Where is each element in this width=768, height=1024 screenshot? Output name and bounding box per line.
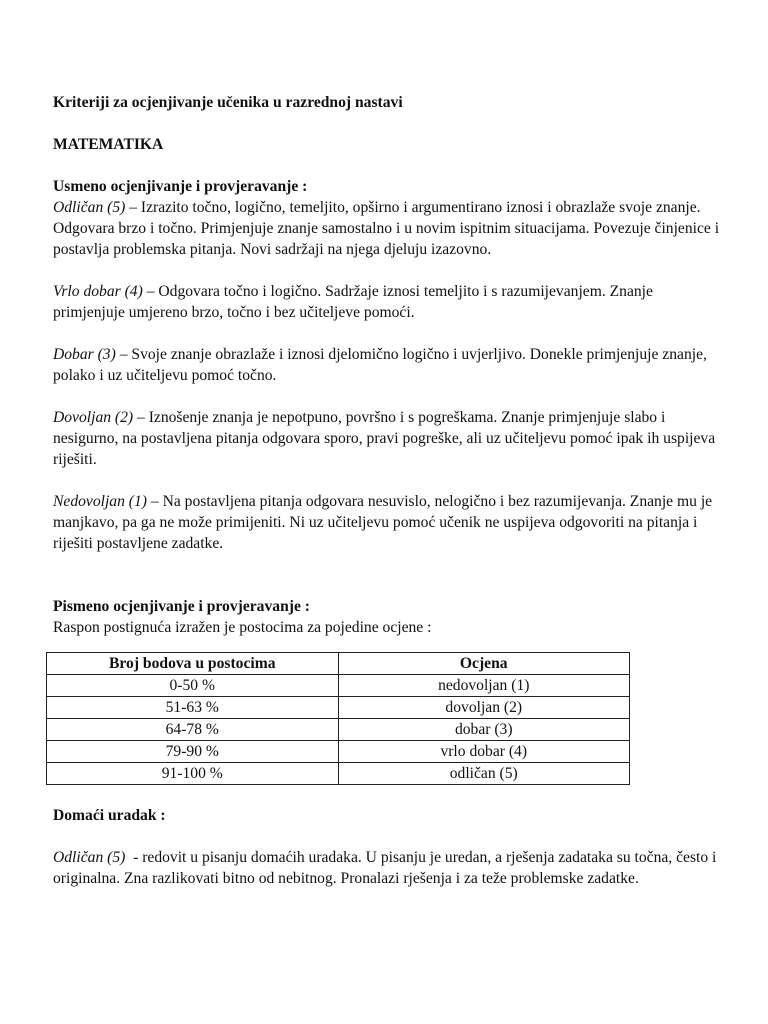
written-assessment-heading: Pismeno ocjenjivanje i provjeravanje : — [53, 598, 310, 615]
grade-label: Dovoljan (2) — [53, 409, 134, 426]
document-title: Kriteriji za ocjenjivanje učenika u razrednoj nastavi — [53, 94, 403, 111]
grading-scale-table — [46, 652, 630, 785]
grade-description: – Odgovara točno i logično. Sadržaje iznosi temeljito i s razumijevanjem. Znanje primjenjuje umjereno brzo, točno i bez učiteljeve pomoći. — [53, 283, 653, 321]
oral-grade-item — [53, 407, 728, 470]
oral-grade-item — [53, 281, 728, 323]
column-header-grade: Ocjena — [338, 653, 630, 675]
grade-cell: odličan (5) — [338, 763, 630, 785]
grade-cell: vrlo dobar (4) — [338, 741, 630, 763]
column-header-points: Broj bodova u postocima — [47, 653, 339, 675]
homework-grade-item — [53, 847, 728, 889]
grade-cell: dovoljan (2) — [338, 697, 630, 719]
points-cell: 64-78 % — [47, 719, 339, 741]
subject-heading: MATEMATIKA — [53, 136, 164, 153]
grade-cell: nedovoljan (1) — [338, 675, 630, 697]
table-row — [47, 763, 630, 785]
table-row — [47, 719, 630, 741]
oral-grade-item — [53, 491, 728, 554]
grade-label: Odličan (5) — [53, 849, 126, 866]
grade-cell: dobar (3) — [338, 719, 630, 741]
table-header-row — [47, 653, 630, 675]
points-cell: 91-100 % — [47, 763, 339, 785]
table-row — [47, 697, 630, 719]
points-cell: 0-50 % — [47, 675, 339, 697]
oral-grade-list — [53, 197, 728, 554]
oral-assessment-heading: Usmeno ocjenjivanje i provjeravanje : — [53, 178, 308, 195]
homework-heading: Domaći uradak : — [53, 807, 166, 824]
grade-label: Odličan (5) — [53, 199, 126, 216]
grade-label: Nedovoljan (1) — [53, 493, 147, 510]
grade-label: Vrlo dobar (4) — [53, 283, 143, 300]
written-assessment-intro: Raspon postignuća izražen je postocima za pojedine ocjene : — [53, 619, 432, 636]
table-row — [47, 675, 630, 697]
grade-description: – Na postavljena pitanja odgovara nesuvislo, nelogično i bez razumijevanja. Znanje mu je manjkavo, pa ga ne može primijeniti. Ni uz učiteljevu pomoć učenik ne uspijeva odgovoriti na pitanja i riješiti postavljene zadatke. — [53, 493, 713, 552]
points-cell: 51-63 % — [47, 697, 339, 719]
oral-grade-item — [53, 344, 728, 386]
grade-description: – Svoje znanje obrazlaže i iznosi djelomično logično i uvjerljivo. Donekle primjenjuje znanje, polako i uz učiteljevu pomoć točno. — [53, 346, 707, 384]
grade-description: – Iznošenje znanja je nepotpuno, površno i s pogreškama. Znanje primjenjuje slabo i nesigurno, na postavljena pitanja odgovara sporo, pravi pogreške, ali uz učiteljevu pomoć ipak ih uspijeva riješiti. — [53, 409, 716, 468]
grade-description: – Izrazito točno, logično, temeljito, opširno i argumentirano iznosi i obrazlaže svoje znanje. Odgovara brzo i točno. Primjenjuje znanje samostalno i u novim ispitnim situacijama. Povezuje činjenice i postavlja problemska pitanja. Novi sadržaji na njega djeluju izazovno. — [53, 199, 720, 258]
points-cell: 79-90 % — [47, 741, 339, 763]
oral-grade-item — [53, 197, 728, 260]
table-row — [47, 741, 630, 763]
grade-label: Dobar (3) — [53, 346, 116, 363]
grade-description: - redovit u pisanju domaćih uradaka. U pisanju je uredan, a rješenja zadataka su točna, često i originalna. Zna razlikovati bitno od nebitnog. Pronalazi rješenja i za teže problemske zadatke. — [53, 849, 721, 887]
